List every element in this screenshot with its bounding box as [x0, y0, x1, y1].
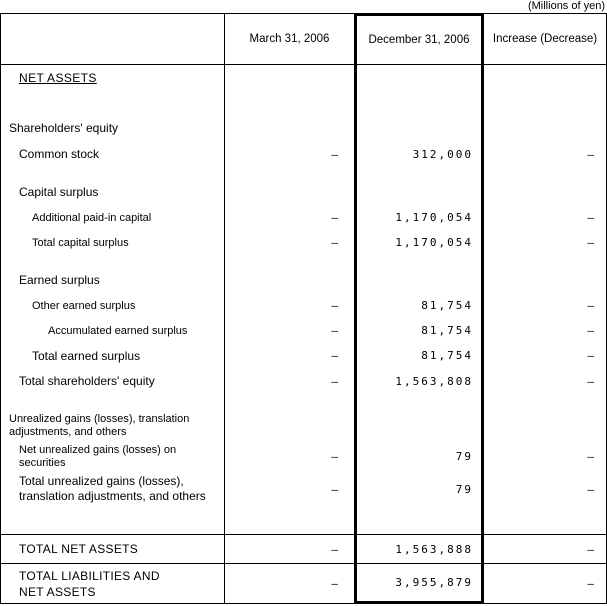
- cell-empty: [225, 65, 354, 115]
- cell-common-stock-march: –: [331, 147, 340, 161]
- row-total-earned-surplus: [1, 343, 606, 368]
- row-total-liabilities-and-net-assets: [1, 563, 606, 603]
- cell-additional-paid-in-capital-december: 1,170,054: [354, 205, 484, 230]
- header-cell-increase: Increase (Decrease): [492, 33, 598, 45]
- row-label-total-capital-surplus: Total capital surplus: [1, 230, 225, 255]
- row-total-shareholders-equity: [1, 368, 606, 394]
- cell-total-capital-surplus-increase: –: [587, 236, 596, 249]
- row-label-additional-paid-in-capital: Additional paid-in capital: [1, 205, 225, 230]
- row-other-earned-surplus: [1, 293, 606, 318]
- cell-other-earned-surplus-increase: –: [587, 299, 596, 312]
- row-total-unrealized-gains: [1, 472, 606, 506]
- cell-empty: [225, 267, 354, 293]
- cell-total-liabilities-and-net-assets-increase: –: [587, 577, 596, 590]
- row-common-stock: [1, 141, 606, 167]
- cell-total-capital-surplus-december: 1,170,054: [354, 230, 484, 255]
- row-label-total-unrealized-gains: Total unrealized gains (losses), translation adjustments, and others: [1, 472, 225, 506]
- row-total-capital-surplus: [1, 230, 606, 255]
- cell-empty: [354, 115, 484, 141]
- row-label-total-net-assets: TOTAL NET ASSETS: [1, 535, 225, 563]
- row-label-accumulated-earned-surplus: Accumulated earned surplus: [1, 318, 225, 343]
- header-cell-label: [1, 14, 225, 64]
- spacer-row: [1, 394, 606, 410]
- row-label-total-earned-surplus: Total earned surplus: [1, 343, 225, 368]
- cell-other-earned-surplus-december: 81,754: [354, 293, 484, 318]
- cell-additional-paid-in-capital-march: –: [331, 211, 340, 224]
- cell-empty: [354, 65, 484, 115]
- header-cell-march: March 31, 2006: [249, 33, 330, 45]
- cell-total-liabilities-and-net-assets-march: –: [331, 577, 340, 590]
- cell-accumulated-earned-surplus-increase: –: [587, 324, 596, 337]
- row-label-capital-surplus: Capital surplus: [1, 179, 225, 205]
- cell-total-capital-surplus-march: –: [331, 236, 340, 249]
- cell-empty: [225, 115, 354, 141]
- cell-additional-paid-in-capital-increase: –: [587, 211, 596, 224]
- row-label-other-earned-surplus: Other earned surplus: [1, 293, 225, 318]
- cell-common-stock-increase: –: [587, 147, 596, 161]
- cell-total-unrealized-gains-increase: –: [587, 482, 596, 496]
- row-label-common-stock: Common stock: [1, 141, 225, 167]
- cell-other-earned-surplus-march: –: [331, 299, 340, 312]
- row-additional-paid-in-capital: [1, 205, 606, 230]
- cell-total-shareholders-equity-increase: –: [587, 374, 596, 388]
- row-label-shareholders-equity: Shareholders' equity: [1, 115, 225, 141]
- cell-empty: [354, 410, 484, 440]
- cell-empty: [354, 179, 484, 205]
- cell-total-net-assets-march: –: [331, 542, 340, 556]
- cell-total-earned-surplus-march: –: [331, 349, 340, 362]
- spacer-row: [1, 506, 606, 534]
- cell-empty: [225, 179, 354, 205]
- cell-total-net-assets-december: 1,563,888: [354, 535, 484, 563]
- row-accumulated-earned-surplus: [1, 318, 606, 343]
- row-label-net-unrealized-gains: Net unrealized gains (losses) on securities: [1, 440, 225, 472]
- row-label-total-shareholders-equity: Total shareholders' equity: [1, 368, 225, 394]
- cell-total-shareholders-equity-march: –: [331, 374, 340, 388]
- row-net-unrealized-gains: [1, 440, 606, 472]
- cell-empty: [484, 179, 606, 205]
- cell-total-unrealized-gains-december: 79: [354, 472, 484, 506]
- row-label-total-liabilities-and-net-assets: TOTAL LIABILITIES AND NET ASSETS: [1, 564, 225, 603]
- row-shareholders-equity: [1, 115, 606, 141]
- cell-total-earned-surplus-increase: –: [587, 349, 596, 362]
- spacer-row: [1, 167, 606, 179]
- table-header-row: [1, 14, 606, 65]
- cell-accumulated-earned-surplus-march: –: [331, 324, 340, 337]
- row-unrealized-heading: [1, 410, 606, 440]
- cell-net-unrealized-gains-increase: –: [587, 449, 596, 463]
- cell-common-stock-december: 312,000: [354, 141, 484, 167]
- row-capital-surplus: [1, 179, 606, 205]
- header-cell-december: December 31, 2006: [354, 14, 484, 64]
- spacer-row: [1, 255, 606, 267]
- cell-net-unrealized-gains-december: 79: [354, 440, 484, 472]
- cell-total-earned-surplus-december: 81,754: [354, 343, 484, 368]
- row-total-net-assets: [1, 534, 606, 563]
- cell-total-liabilities-and-net-assets-december: 3,955,879: [354, 564, 484, 603]
- cell-accumulated-earned-surplus-december: 81,754: [354, 318, 484, 343]
- cell-net-unrealized-gains-march: –: [331, 449, 340, 463]
- row-earned-surplus: [1, 267, 606, 293]
- cell-empty: [484, 410, 606, 440]
- cell-total-net-assets-increase: –: [587, 542, 596, 556]
- net-assets-table: [0, 13, 607, 604]
- units-note: (Millions of yen): [527, 0, 605, 12]
- cell-empty: [225, 410, 354, 440]
- cell-total-unrealized-gains-march: –: [331, 482, 340, 496]
- section-title-net-assets: NET ASSETS: [19, 71, 97, 85]
- row-net-assets-section: [1, 65, 606, 115]
- row-label-earned-surplus: Earned surplus: [1, 267, 225, 293]
- cell-empty: [354, 267, 484, 293]
- row-label-unrealized-heading: Unrealized gains (losses), translation adjustments, and others: [1, 410, 225, 440]
- cell-empty: [484, 267, 606, 293]
- cell-empty: [484, 115, 606, 141]
- cell-total-shareholders-equity-december: 1,563,808: [354, 368, 484, 394]
- cell-empty: [484, 65, 606, 115]
